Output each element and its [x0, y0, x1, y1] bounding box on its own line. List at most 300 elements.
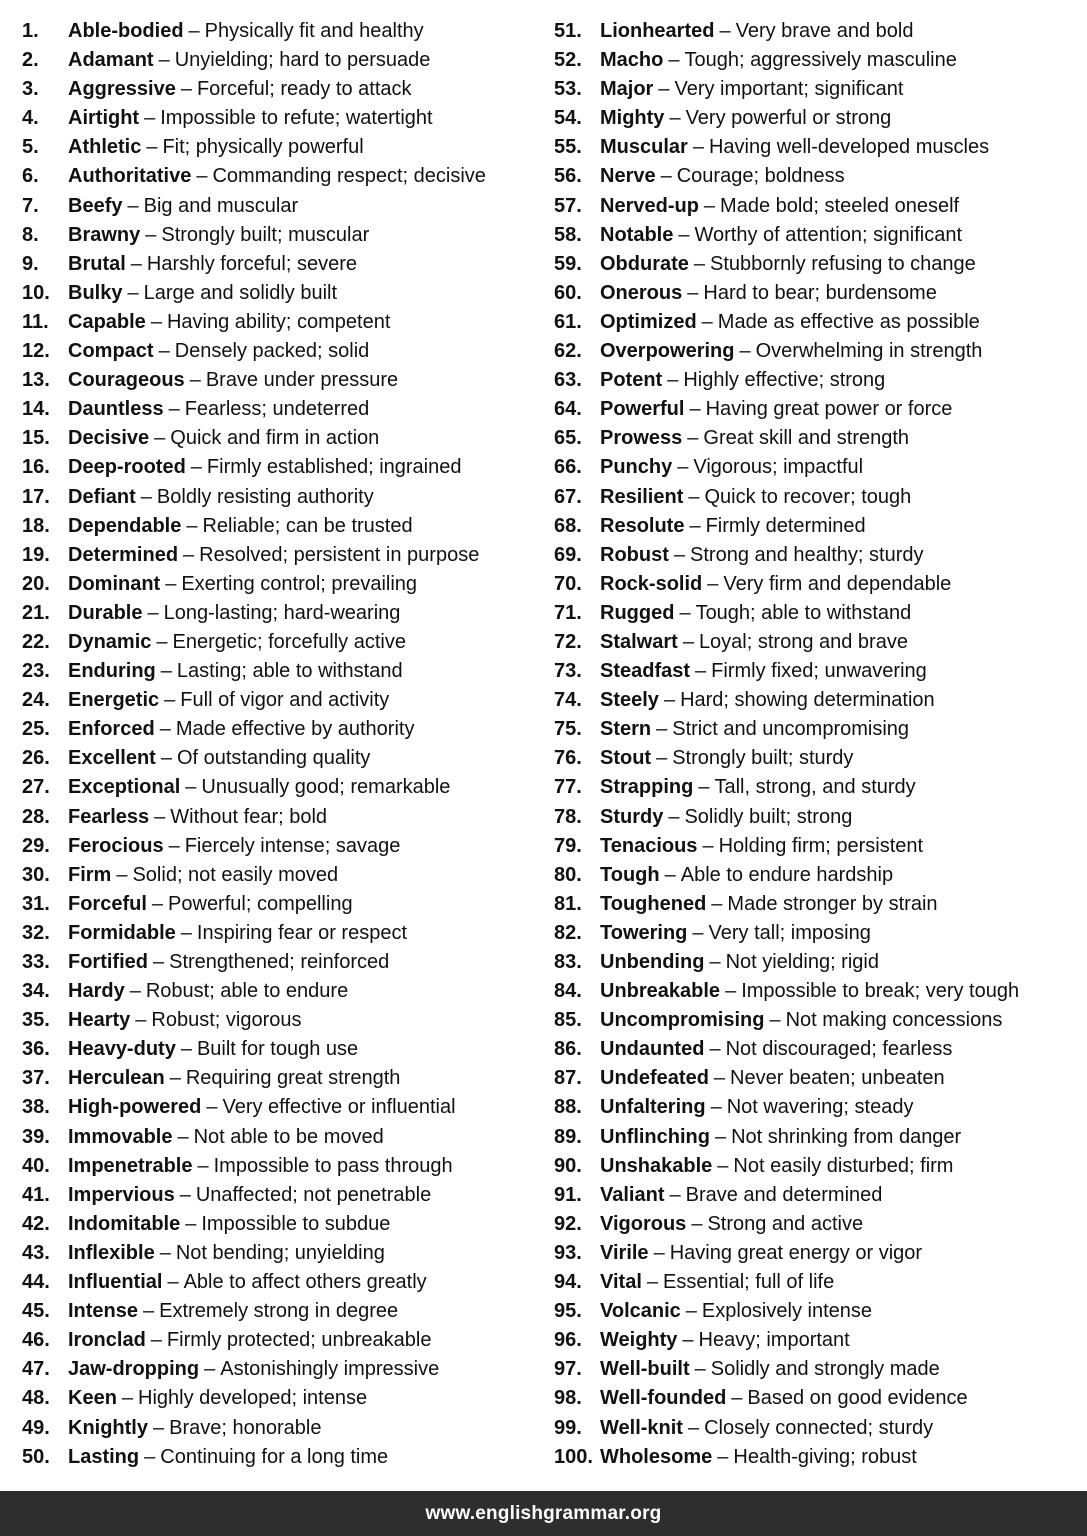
item-definition: Solid; not easily moved: [132, 863, 339, 886]
list-item: [22, 46, 542, 75]
item-term: Determined: [68, 543, 179, 566]
item-term: Tenacious: [600, 834, 698, 857]
item-separator: –: [140, 485, 152, 508]
item-number: 2.: [22, 49, 39, 72]
item-term: Resolute: [600, 514, 685, 537]
list-item: [22, 424, 542, 453]
item-number: 52.: [554, 49, 582, 72]
item-number: 43.: [22, 1241, 50, 1264]
item-definition: Forceful; ready to attack: [196, 78, 412, 101]
item-term: Vital: [600, 1271, 642, 1294]
item-definition: Firmly fixed; unwavering: [711, 660, 927, 683]
item-separator: –: [695, 660, 707, 683]
item-number: 92.: [554, 1212, 582, 1235]
item-separator: –: [687, 281, 699, 304]
item-number: 37.: [22, 1067, 50, 1090]
item-definition: Brave; honorable: [169, 1416, 322, 1439]
item-term: Volcanic: [600, 1300, 681, 1323]
item-term: Keen: [68, 1387, 117, 1410]
item-number: 56.: [554, 165, 582, 188]
item-definition: Tall, strong, and sturdy: [714, 776, 916, 799]
item-number: 47.: [22, 1358, 50, 1381]
list-item: [554, 1006, 1079, 1035]
list-item: [554, 453, 1079, 482]
right-column: [554, 17, 1079, 1472]
item-separator: –: [185, 1212, 197, 1235]
item-separator: –: [165, 572, 177, 595]
item-separator: –: [703, 194, 716, 217]
list-item: [554, 395, 1079, 424]
item-separator: –: [701, 310, 713, 333]
item-definition: Firmly protected; unbreakable: [166, 1329, 432, 1352]
item-separator: –: [678, 223, 690, 246]
item-term: Virile: [600, 1241, 649, 1264]
list-item: [554, 1239, 1079, 1268]
word-list: [0, 17, 1087, 1477]
item-term: Sturdy: [600, 805, 664, 828]
item-separator: –: [710, 1096, 722, 1119]
item-definition: Not easily disturbed; firm: [733, 1154, 954, 1177]
item-term: Dauntless: [68, 398, 164, 421]
item-definition: Made stronger by strain: [727, 892, 938, 915]
list-item: [554, 162, 1079, 191]
item-definition: Having great energy or vigor: [669, 1241, 923, 1264]
item-separator: –: [179, 1183, 191, 1206]
item-term: Beefy: [68, 194, 123, 217]
item-number: 62.: [554, 340, 582, 363]
item-number: 59.: [554, 252, 582, 275]
item-definition: Solidly built; strong: [684, 805, 853, 828]
item-term: Stalwart: [600, 630, 678, 653]
item-term: Impenetrable: [68, 1154, 193, 1177]
item-separator: –: [685, 1300, 697, 1323]
item-definition: Unaffected; not penetrable: [195, 1183, 432, 1206]
item-number: 79.: [554, 834, 582, 857]
item-definition: Quick to recover; tough: [704, 485, 912, 508]
item-definition: Hard to bear; burdensome: [703, 281, 937, 304]
list-item: [22, 221, 542, 250]
list-item: [22, 1443, 542, 1472]
item-separator: –: [116, 863, 128, 886]
item-definition: Closely connected; sturdy: [704, 1416, 934, 1439]
item-separator: –: [687, 427, 699, 450]
item-term: Vigorous: [600, 1212, 687, 1235]
list-item: [554, 570, 1079, 599]
list-item: [22, 250, 542, 279]
item-definition: Impossible to pass through: [213, 1154, 453, 1177]
item-separator: –: [677, 456, 689, 479]
list-item: [22, 1355, 542, 1384]
item-term: Toughened: [600, 892, 707, 915]
item-separator: –: [709, 951, 721, 973]
item-definition: Physically fit and healthy: [204, 20, 424, 42]
item-separator: –: [189, 369, 201, 392]
item-number: 40.: [22, 1154, 50, 1177]
item-term: Hardy: [68, 980, 125, 1003]
item-number: 57.: [554, 194, 582, 217]
list-item: [22, 1268, 542, 1297]
item-separator: –: [669, 107, 681, 130]
item-separator: –: [692, 136, 704, 159]
footer-url: www.englishgrammar.org: [425, 1502, 662, 1524]
item-number: 88.: [554, 1096, 582, 1119]
item-term: Major: [600, 78, 654, 101]
item-term: Jaw-dropping: [68, 1358, 200, 1381]
item-term: Decisive: [68, 427, 150, 450]
item-separator: –: [151, 892, 164, 915]
item-separator: –: [129, 980, 141, 1003]
item-term: Unbreakable: [600, 980, 721, 1003]
item-separator: –: [154, 805, 166, 828]
item-number: 5.: [22, 136, 39, 159]
list-item: [554, 250, 1079, 279]
item-term: Aggressive: [68, 78, 176, 101]
item-term: Strapping: [600, 776, 694, 799]
item-term: Muscular: [600, 136, 688, 159]
item-number: 15.: [22, 427, 50, 450]
item-number: 35.: [22, 1009, 50, 1032]
item-separator: –: [168, 398, 180, 421]
item-term: Formidable: [68, 921, 176, 944]
item-separator: –: [143, 1300, 155, 1323]
item-term: Stout: [600, 747, 652, 770]
item-term: Valiant: [600, 1183, 665, 1206]
list-item: [554, 308, 1079, 337]
item-definition: Not able to be moved: [193, 1125, 384, 1148]
item-term: Enduring: [68, 660, 156, 683]
item-definition: Of outstanding quality: [176, 747, 371, 770]
list-item: [554, 1123, 1079, 1152]
list-item: [554, 366, 1079, 395]
item-number: 50.: [22, 1445, 50, 1468]
item-term: Herculean: [68, 1067, 165, 1090]
item-separator: –: [658, 78, 670, 101]
item-definition: Strongly built; sturdy: [672, 747, 854, 770]
list-item: [22, 628, 542, 657]
list-item: [22, 395, 542, 424]
item-term: Steely: [600, 689, 659, 712]
item-separator: –: [121, 1387, 134, 1410]
item-definition: Firmly determined: [705, 514, 866, 537]
list-item: [554, 657, 1079, 686]
list-item: [554, 773, 1079, 802]
item-separator: –: [185, 776, 197, 799]
item-separator: –: [725, 980, 737, 1003]
item-separator: –: [731, 1387, 743, 1410]
item-separator: –: [656, 747, 668, 770]
item-term: Weighty: [600, 1329, 678, 1352]
item-term: Influential: [68, 1271, 163, 1294]
item-separator: –: [167, 1271, 179, 1294]
item-term: Deep-rooted: [68, 456, 186, 479]
item-definition: Explosively intense: [701, 1300, 872, 1323]
item-term: Energetic: [68, 689, 160, 712]
list-item: [554, 628, 1079, 657]
item-separator: –: [135, 1009, 147, 1032]
item-term: Inflexible: [68, 1241, 155, 1264]
list-item: [554, 192, 1079, 221]
list-item: [554, 512, 1079, 541]
item-separator: –: [204, 1358, 216, 1381]
item-number: 17.: [22, 485, 50, 508]
list-item: [22, 75, 542, 104]
item-number: 42.: [22, 1212, 50, 1235]
item-definition: Astonishingly impressive: [220, 1358, 440, 1381]
item-separator: –: [183, 543, 195, 566]
list-item: [22, 1006, 542, 1035]
item-term: Fearless: [68, 805, 150, 828]
item-number: 71.: [554, 601, 582, 624]
list-item: [22, 337, 542, 366]
item-number: 85.: [554, 1009, 582, 1032]
item-definition: Unyielding; hard to persuade: [174, 49, 431, 72]
item-term: Well-founded: [600, 1387, 727, 1410]
item-term: Dynamic: [68, 630, 152, 653]
item-number: 10.: [22, 281, 50, 304]
list-item: [22, 744, 542, 773]
item-term: Optimized: [600, 310, 697, 333]
item-term: Nerved-up: [600, 194, 699, 217]
item-number: 45.: [22, 1300, 50, 1323]
item-separator: –: [769, 1009, 781, 1032]
list-item: [22, 1123, 542, 1152]
list-item: [22, 133, 542, 162]
item-number: 4.: [22, 107, 39, 130]
list-item: [22, 17, 542, 46]
item-definition: Hard; showing determination: [680, 689, 935, 712]
item-definition: Robust; able to endure: [145, 980, 349, 1003]
item-term: Undefeated: [600, 1067, 709, 1090]
item-term: Athletic: [68, 136, 142, 159]
list-item: [22, 512, 542, 541]
item-definition: Stubbornly refusing to change: [710, 252, 976, 275]
item-definition: Never beaten; unbeaten: [730, 1067, 945, 1090]
list-item: [22, 366, 542, 395]
item-definition: Strict and uncompromising: [672, 718, 910, 741]
item-definition: Large and solidly built: [143, 281, 338, 304]
item-separator: –: [196, 165, 208, 188]
item-definition: Impossible to refute; watertight: [160, 107, 433, 130]
item-separator: –: [664, 863, 676, 886]
item-term: Authoritative: [68, 165, 192, 188]
item-definition: Without fear; bold: [170, 805, 328, 828]
item-definition: Very important; significant: [674, 78, 904, 101]
item-term: Brutal: [68, 252, 126, 275]
item-definition: Brave under pressure: [205, 369, 399, 392]
item-separator: –: [127, 194, 139, 217]
list-item: [554, 104, 1079, 133]
item-definition: Extremely strong in degree: [159, 1300, 399, 1323]
item-number: 65.: [554, 427, 582, 450]
item-number: 82.: [554, 921, 582, 944]
item-number: 86.: [554, 1038, 582, 1061]
item-number: 22.: [22, 630, 50, 653]
item-number: 16.: [22, 456, 50, 479]
item-separator: –: [714, 1125, 727, 1148]
item-separator: –: [147, 601, 159, 624]
item-definition: Not yielding; rigid: [725, 951, 879, 973]
item-term: Onerous: [600, 281, 683, 304]
item-separator: –: [144, 107, 156, 130]
item-term: Dependable: [68, 514, 182, 537]
item-separator: –: [692, 921, 704, 944]
list-item: [22, 599, 542, 628]
list-item: [554, 1152, 1079, 1181]
item-definition: Able to endure hardship: [680, 863, 894, 886]
item-separator: –: [150, 1329, 162, 1352]
list-item: [22, 192, 542, 221]
item-separator: –: [156, 630, 168, 653]
item-definition: Highly effective; strong: [683, 369, 886, 392]
item-term: Bulky: [68, 281, 123, 304]
item-definition: Vigorous; impactful: [693, 456, 864, 479]
item-definition: Very brave and bold: [735, 20, 914, 42]
item-separator: –: [693, 252, 706, 275]
item-definition: Very powerful or strong: [685, 107, 892, 130]
item-number: 21.: [22, 601, 50, 624]
item-term: Notable: [600, 223, 674, 246]
item-separator: –: [689, 398, 701, 421]
list-item: [554, 337, 1079, 366]
item-separator: –: [646, 1271, 658, 1294]
list-item: [554, 890, 1079, 919]
list-item: [22, 861, 542, 890]
list-item: [22, 1064, 542, 1093]
item-term: Nerve: [600, 165, 656, 188]
item-term: Unshakable: [600, 1154, 713, 1177]
item-number: 48.: [22, 1387, 50, 1410]
item-definition: Having ability; competent: [166, 310, 391, 333]
item-number: 77.: [554, 776, 582, 799]
item-definition: Based on good evidence: [747, 1387, 968, 1410]
list-item: [554, 541, 1079, 570]
item-separator: –: [660, 165, 672, 188]
list-item: [22, 948, 542, 977]
item-separator: –: [739, 340, 751, 363]
item-number: 89.: [554, 1125, 582, 1148]
list-item: [554, 1268, 1079, 1297]
item-definition: Unusually good; remarkable: [201, 776, 451, 799]
item-separator: –: [188, 20, 200, 42]
item-separator: –: [153, 1416, 165, 1439]
item-definition: Fearless; undeterred: [184, 398, 370, 421]
item-definition: Holding firm; persistent: [718, 834, 924, 857]
item-term: Tough: [600, 863, 660, 886]
item-separator: –: [668, 49, 680, 72]
item-number: 32.: [22, 921, 50, 944]
item-number: 9.: [22, 252, 39, 275]
item-number: 53.: [554, 78, 582, 101]
item-definition: Densely packed; solid: [174, 340, 370, 363]
list-item: [22, 715, 542, 744]
item-separator: –: [160, 747, 172, 770]
list-item: [554, 17, 1079, 46]
list-item: [22, 1093, 542, 1122]
item-term: Excellent: [68, 747, 156, 770]
list-item: [554, 744, 1079, 773]
item-term: Lasting: [68, 1445, 140, 1468]
item-separator: –: [709, 1038, 721, 1061]
item-separator: –: [154, 427, 166, 450]
list-item: [22, 279, 542, 308]
item-definition: Great skill and strength: [703, 427, 910, 450]
item-term: Potent: [600, 369, 663, 392]
item-number: 24.: [22, 689, 50, 712]
item-number: 25.: [22, 718, 50, 741]
item-term: Courageous: [68, 369, 185, 392]
item-number: 95.: [554, 1300, 582, 1323]
list-item: [554, 1035, 1079, 1064]
list-item: [22, 1239, 542, 1268]
item-separator: –: [145, 223, 157, 246]
item-number: 94.: [554, 1271, 582, 1294]
item-definition: Very firm and dependable: [723, 572, 952, 595]
item-separator: –: [689, 514, 701, 537]
list-item: [554, 686, 1079, 715]
item-definition: Made bold; steeled oneself: [720, 194, 960, 217]
item-term: Overpowering: [600, 340, 735, 363]
list-item: [554, 1181, 1079, 1210]
item-separator: –: [667, 369, 679, 392]
item-term: Towering: [600, 921, 688, 944]
item-definition: Continuing for a long time: [160, 1445, 389, 1468]
item-term: Airtight: [68, 107, 140, 130]
item-definition: Energetic; forcefully active: [172, 630, 406, 653]
item-number: 74.: [554, 689, 582, 712]
item-separator: –: [146, 136, 158, 159]
item-definition: Inspiring fear or respect: [196, 921, 408, 944]
item-term: Lionhearted: [600, 20, 715, 42]
item-definition: Reliable; can be trusted: [202, 514, 413, 537]
item-separator: –: [717, 1445, 729, 1468]
item-definition: Strengthened; reinforced: [169, 951, 390, 973]
item-separator: –: [707, 572, 719, 595]
item-definition: Strong and healthy; sturdy: [690, 543, 924, 566]
item-number: 7.: [22, 194, 39, 217]
list-item: [22, 162, 542, 191]
item-separator: –: [186, 514, 198, 537]
item-number: 28.: [22, 805, 50, 828]
item-term: Macho: [600, 49, 664, 72]
item-term: Robust: [600, 543, 669, 566]
item-number: 33.: [22, 951, 50, 973]
item-definition: Impossible to subdue: [201, 1212, 391, 1235]
item-definition: Robust; vigorous: [151, 1009, 302, 1032]
item-number: 1.: [22, 20, 39, 42]
item-definition: Resolved; persistent in purpose: [199, 543, 480, 566]
item-separator: –: [197, 1154, 209, 1177]
list-item: [22, 1035, 542, 1064]
item-term: Powerful: [600, 398, 685, 421]
item-term: Punchy: [600, 456, 673, 479]
item-number: 67.: [554, 485, 582, 508]
item-definition: Having well-developed muscles: [708, 136, 990, 159]
item-separator: –: [159, 1241, 171, 1264]
list-item: [554, 803, 1079, 832]
item-number: 87.: [554, 1067, 582, 1090]
item-separator: –: [673, 543, 686, 566]
item-separator: –: [158, 49, 170, 72]
item-number: 61.: [554, 310, 582, 333]
item-term: Firm: [68, 863, 112, 886]
item-term: Capable: [68, 310, 146, 333]
item-separator: –: [153, 951, 165, 973]
item-term: Exceptional: [68, 776, 181, 799]
item-term: Able-bodied: [68, 20, 184, 42]
item-separator: –: [150, 310, 162, 333]
item-term: Enforced: [68, 718, 155, 741]
item-term: Heavy-duty: [68, 1038, 176, 1061]
